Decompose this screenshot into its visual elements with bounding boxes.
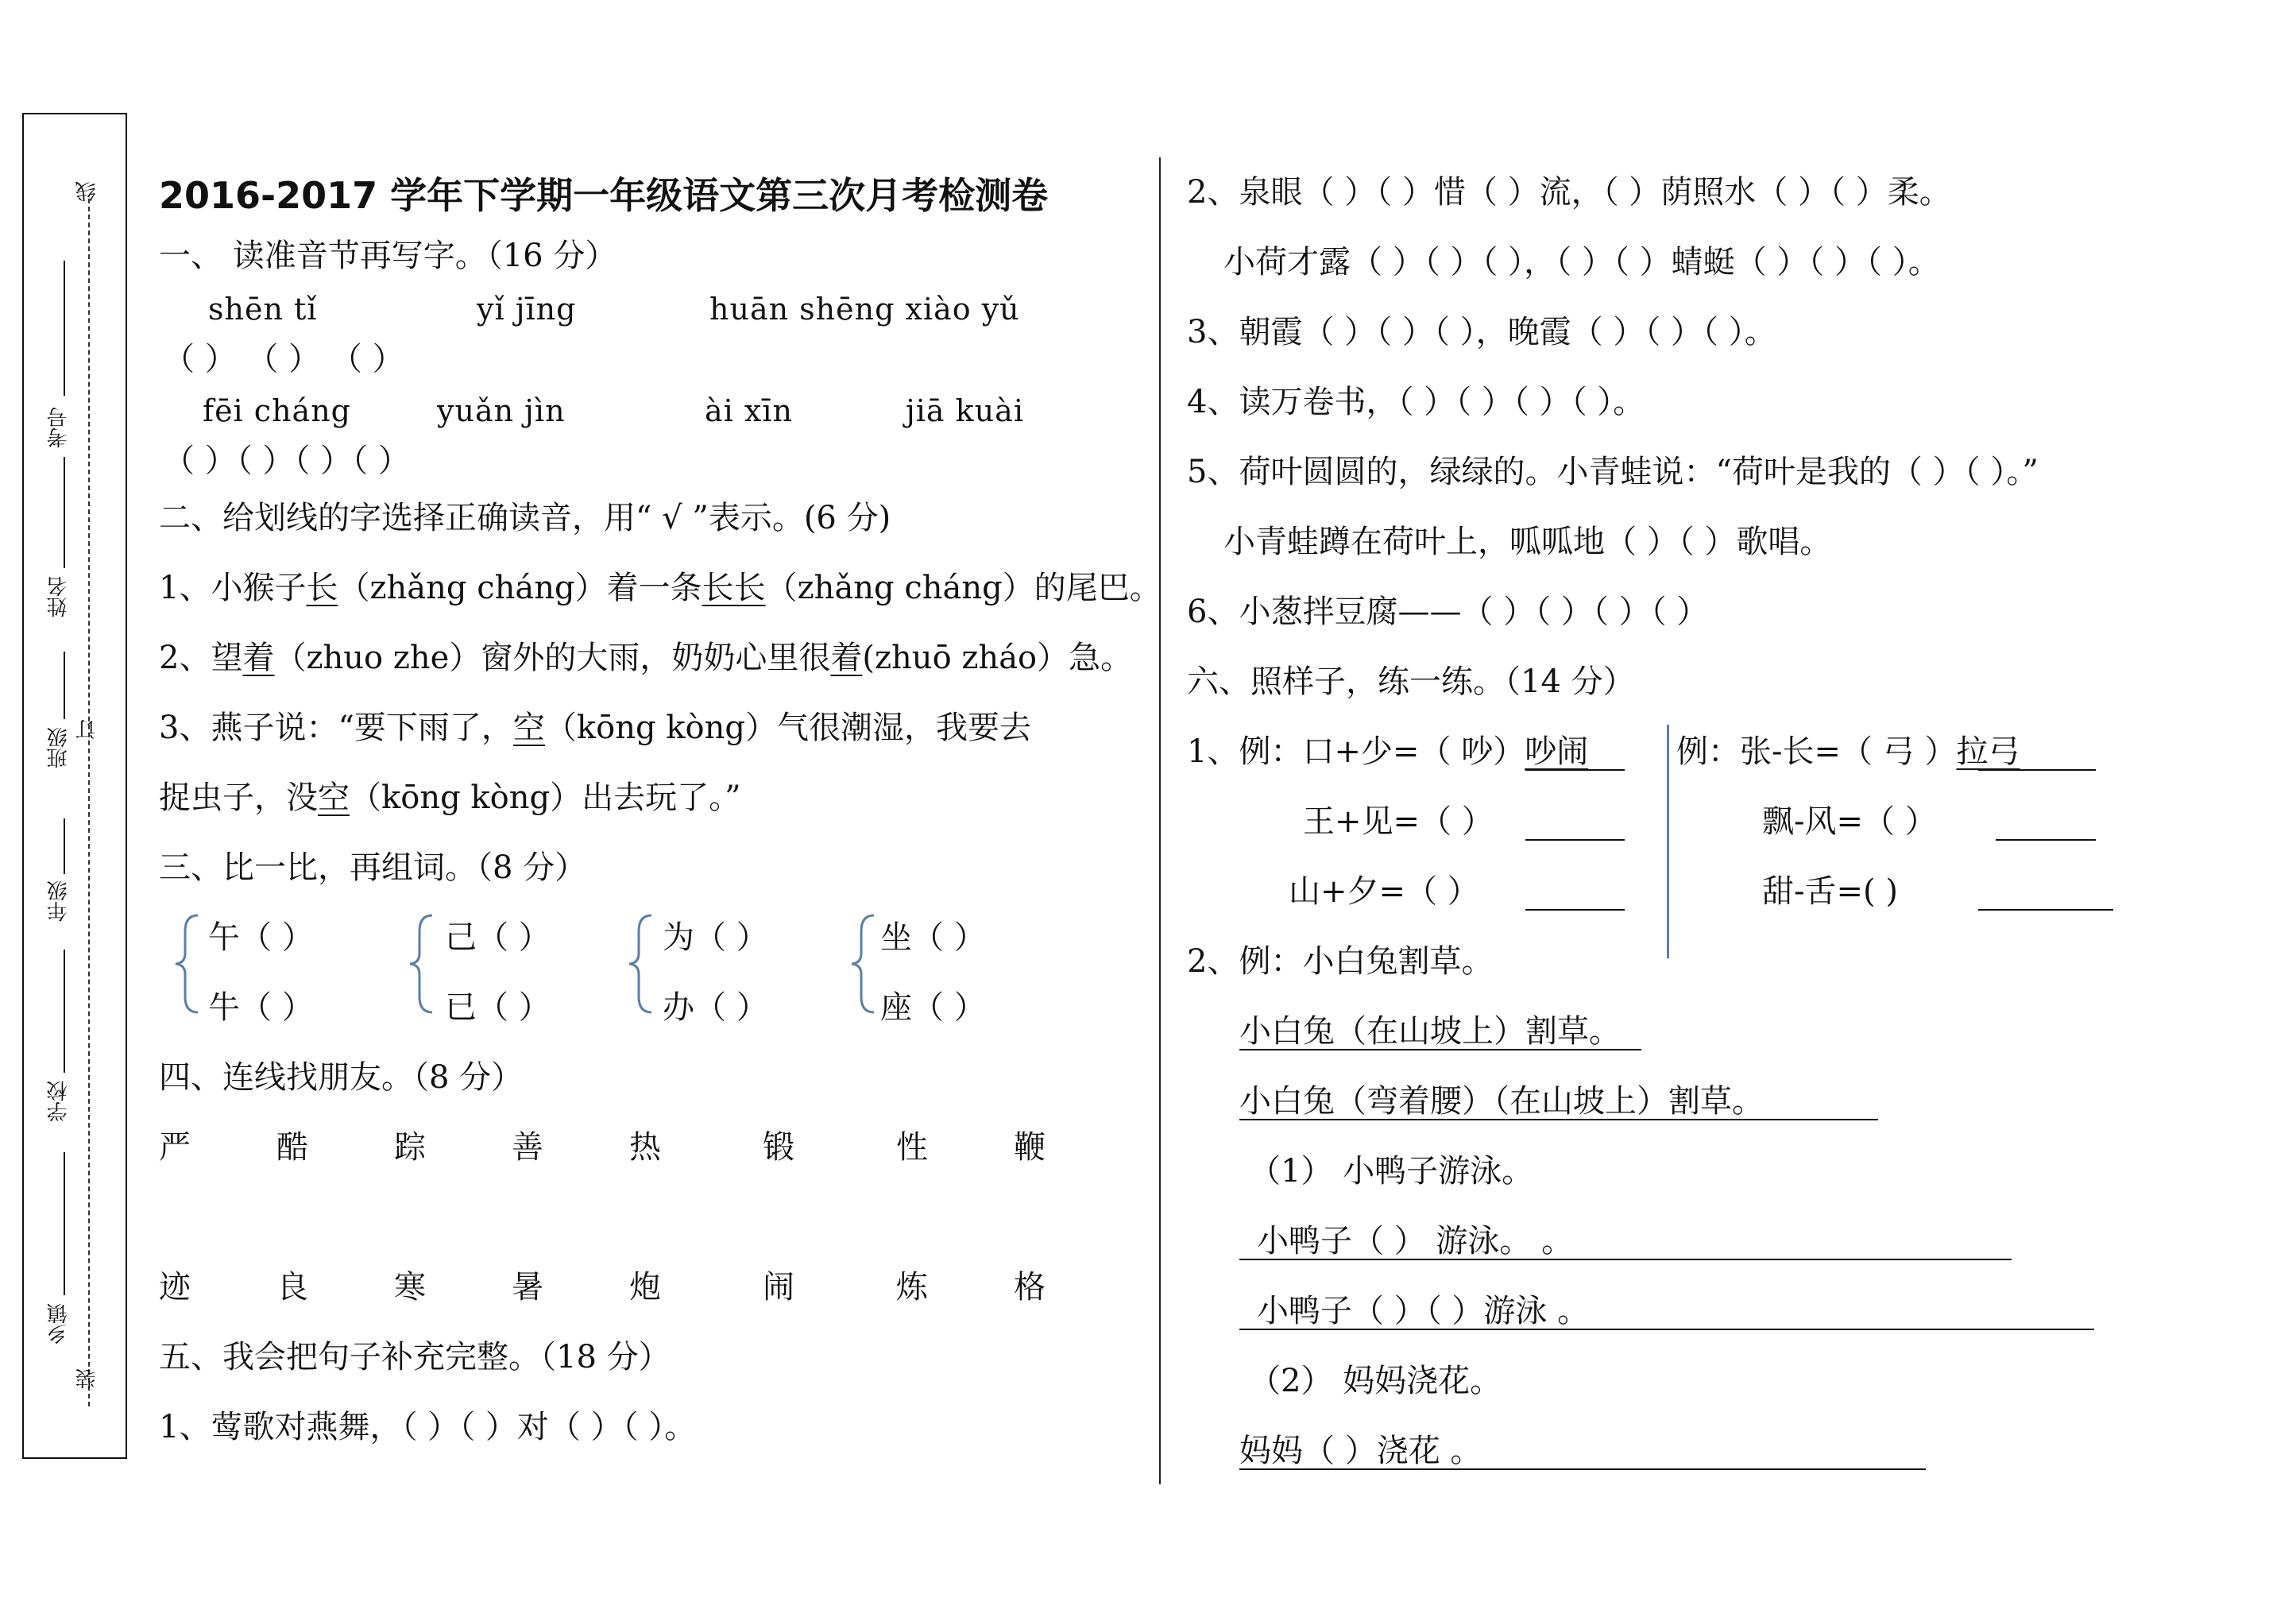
binding-dashed-line (88, 199, 90, 1406)
pinyin-6: ài xīn (705, 393, 793, 428)
match-bottom-8[interactable]: 格 (1014, 1269, 1046, 1306)
binding-label-kaohao: 考号 (47, 407, 71, 448)
ex1-c[interactable]: 山+夕=（ ） (1289, 873, 1479, 910)
section-3-heading: 三、比一比，再组词。（8 分） (159, 849, 587, 886)
match-bottom-6[interactable]: 闹 (763, 1269, 794, 1306)
q1-answer-a[interactable]: 小鸭子（ ） 游泳。 。 (1257, 1223, 1574, 1259)
s5-line-6[interactable]: 6、小葱拌豆腐——（ ）（ ）（ ）（ ） (1187, 594, 1709, 630)
match-bottom-3[interactable]: 寒 (394, 1269, 426, 1306)
match-bottom-7[interactable]: 炼 (896, 1269, 928, 1306)
match-bottom-2[interactable]: 良 (276, 1269, 308, 1306)
match-top-8[interactable]: 鞭 (1014, 1129, 1046, 1166)
compare-zuo2[interactable]: 座（ ） (880, 989, 986, 1026)
section-2-heading: 二、给划线的字选择正确读音，用“ √ ”表示。(6 分) (159, 500, 891, 536)
s5-line-2[interactable]: 2、泉眼（ ）（ ）惜（ ）流，（ ）荫照水（ ）（ ）柔。 (1187, 174, 1951, 211)
match-top-4[interactable]: 善 (512, 1129, 543, 1166)
match-bottom-1[interactable]: 迹 (159, 1269, 191, 1306)
match-bottom-4[interactable]: 暑 (512, 1269, 543, 1306)
ex2-c[interactable]: 甜-舌=( ) (1762, 873, 1898, 910)
section-1-heading: 一、 读准音节再写字。（16 分） (159, 238, 617, 274)
match-top-5[interactable]: 热 (629, 1129, 661, 1166)
answer-brackets-row-1[interactable]: （ ） （ ） （ ） (163, 341, 404, 377)
section-4-heading: 四、连线找朋友。（8 分） (159, 1059, 524, 1096)
binding-label-zhuang: 装 (75, 1368, 99, 1389)
s2-line-4: 捉虫子，没空（kōng kòng）出去玩了。” (159, 780, 741, 816)
pinyin-5: yuǎn jìn (437, 393, 566, 428)
blank-xiangzhen[interactable] (64, 1152, 65, 1295)
s2-line-3: 3、燕子说：“要下雨了，空（kōng kòng）气很潮湿，我要去 (159, 710, 1031, 746)
ex1-a-underline (1525, 769, 1625, 771)
q2-answer-a[interactable]: 妈妈（ ）浇花 。 (1239, 1433, 1482, 1469)
compare-zuo[interactable]: 坐（ ） (880, 919, 986, 956)
ex1-b[interactable]: 王+见=（ ） (1303, 803, 1494, 840)
match-top-7[interactable]: 性 (896, 1129, 928, 1166)
column-divider (1159, 157, 1161, 1484)
ex1-b-answer-line[interactable] (1525, 839, 1625, 841)
answer-brackets-row-2[interactable]: （ ）（ ）（ ）（ ） (163, 443, 410, 479)
brace-icon (847, 912, 879, 1016)
compare-wu[interactable]: 午（ ） (208, 919, 314, 956)
ex2-b[interactable]: 飘-风=（ ） (1762, 803, 1937, 840)
pinyin-4: fēi cháng (203, 393, 351, 428)
q1-answer-b-line[interactable] (1239, 1329, 2094, 1330)
ex3-heading: 2、例：小白兔割草。 (1187, 943, 1494, 980)
s5-line-3[interactable]: 3、朝霞（ ）（ ）（ ），晚霞（ ）（ ）（ ）。 (1187, 314, 1776, 350)
match-bottom-5[interactable]: 炮 (629, 1269, 661, 1306)
pinyin-1: shēn tǐ (208, 292, 318, 327)
match-top-1[interactable]: 严 (159, 1129, 191, 1166)
q1-answer-b[interactable]: 小鸭子（ ）（ ）游泳 。 (1257, 1293, 1590, 1329)
example-divider (1667, 725, 1669, 958)
s5-line-5b[interactable]: 小青蛙蹲在荷叶上，呱呱地（ ）（ ）歌唱。 (1223, 524, 1832, 560)
ex2-b-answer-line[interactable] (1996, 839, 2096, 841)
binding-label-xiangzhen: 乡镇 (47, 1303, 71, 1344)
binding-label-ding: 订 (75, 719, 99, 740)
brace-icon (171, 912, 203, 1016)
page-title: 2016-2017 学年下学期一年级语文第三次月考检测卷 (159, 174, 1049, 217)
blank-xingming[interactable] (64, 457, 65, 568)
s5-line-4[interactable]: 4、读万卷书，（ ）（ ）（ ）（ ）。 (1187, 384, 1645, 420)
binding-label-xian: 线 (75, 181, 99, 202)
binding-strip (22, 113, 127, 1459)
binding-label-nianji: 年级 (47, 880, 71, 922)
section-5-heading: 五、我会把句子补充完整。（18 分） (159, 1339, 671, 1375)
q2-answer-a-line[interactable] (1239, 1468, 1926, 1470)
match-top-3[interactable]: 踪 (394, 1129, 426, 1166)
ex1-c-answer-line[interactable] (1525, 909, 1625, 911)
compare-wei[interactable]: 为（ ） (663, 919, 768, 956)
ex2-a-underline (1978, 769, 2096, 771)
s5-line-5[interactable]: 5、荷叶圆圆的，绿绿的。小青蛙说：“荷叶是我的（ ）（ ）。” (1187, 454, 2039, 490)
match-top-2[interactable]: 酷 (276, 1129, 308, 1166)
blank-xuexiao[interactable] (64, 950, 65, 1073)
binding-label-banji: 班级 (47, 727, 71, 768)
ex2-c-answer-line[interactable] (1978, 909, 2113, 911)
q2-heading: （2） 妈妈浇花。 (1249, 1363, 1502, 1399)
binding-label-xingming: 姓名 (47, 576, 71, 617)
compare-niu[interactable]: 牛（ ） (208, 989, 314, 1026)
s5-line-1[interactable]: 1、莺歌对燕舞，（ ）（ ）对（ ）（ ）。 (159, 1409, 697, 1445)
compare-ji[interactable]: 己（ ） (445, 919, 551, 956)
compare-yi[interactable]: 已（ ） (445, 989, 551, 1026)
s2-line-2: 2、望着（zhuo zhe）窗外的大雨，奶奶心里很着(zhuō zháo）急。 (159, 640, 1133, 676)
q1-answer-a-line[interactable] (1239, 1259, 2012, 1260)
binding-label-xuexiao: 学校 (47, 1081, 71, 1122)
ex2-a: 例：张-长=（ 弓 ）拉弓 (1676, 733, 2020, 770)
ex1-a: 1、例：口+少=（ 吵）吵闹 (1187, 733, 1589, 770)
ex3-sample-a-underline (1239, 1049, 1641, 1050)
blank-nianji[interactable] (64, 818, 65, 874)
ex3-sample-a: 小白兔（在山坡上）割草。 (1239, 1013, 1621, 1050)
s5-line-2b[interactable]: 小荷才露（ ）（ ）（ ），（ ）（ ）蜻蜓（ ）（ ）（ ）。 (1223, 244, 1940, 280)
ex3-sample-b: 小白兔（弯着腰）（在山坡上）割草。 (1239, 1083, 1764, 1120)
ex3-sample-b-underline (1239, 1119, 1878, 1120)
blank-kaohao[interactable] (64, 261, 65, 396)
pinyin-3: huān shēng xiào yǔ (709, 292, 1020, 327)
s2-line-1: 1、小猴子长（zhǎng cháng）着一条长长（zhǎng cháng）的尾巴。 (159, 570, 1162, 606)
compare-ban[interactable]: 办（ ） (663, 989, 768, 1026)
pinyin-7: jiā kuài (906, 393, 1024, 428)
brace-icon (405, 912, 437, 1016)
blank-banji[interactable] (64, 652, 65, 719)
match-top-6[interactable]: 锻 (763, 1129, 794, 1166)
section-6-heading: 六、照样子，练一练。（14 分） (1187, 663, 1635, 700)
brace-icon (624, 912, 656, 1016)
pinyin-2: yǐ jīng (477, 292, 577, 327)
q1-heading: （1） 小鸭子游泳。 (1249, 1153, 1534, 1190)
